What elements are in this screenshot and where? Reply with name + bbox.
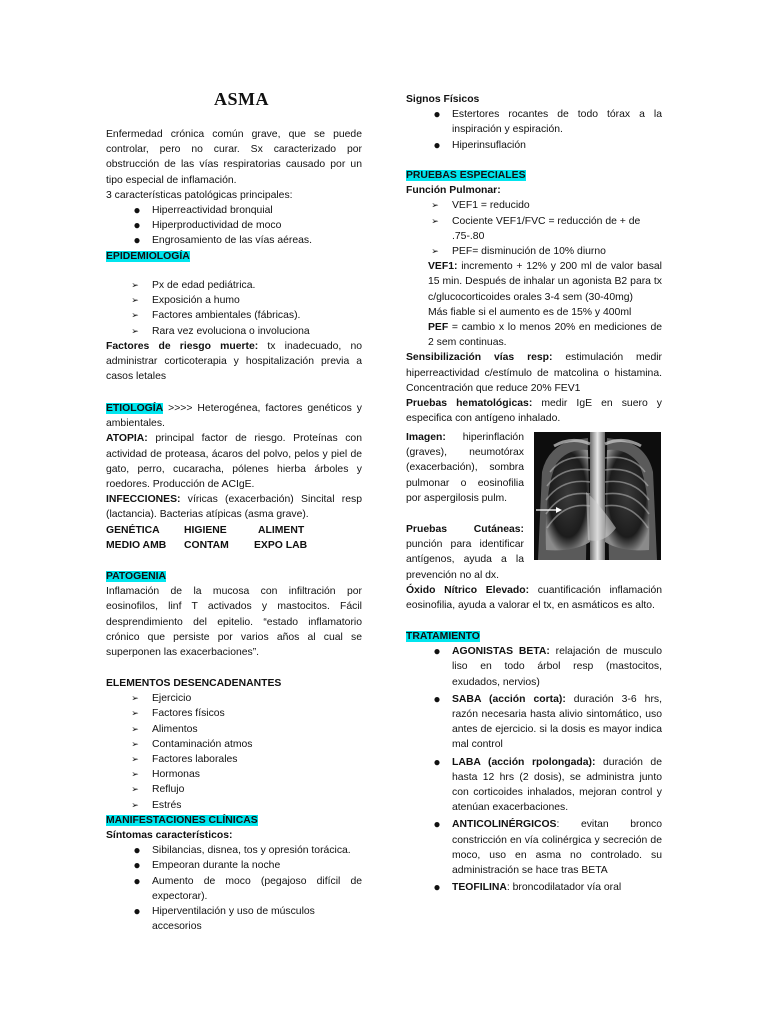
list-item: ● Sibilancias, disnea, tos y opresión torácica. [106, 843, 362, 858]
bullet-icon: ● [433, 880, 441, 895]
list-item: ➢ PEF= disminución de 10% diurno [406, 244, 662, 259]
list-item: ● Empeoran durante la noche [106, 858, 362, 873]
features-intro: 3 características patológicas principales: [106, 189, 293, 201]
intro-section [106, 127, 362, 264]
risk-paragraph: Factores de riesgo muerte: tx inadecuado, no administrar corticoterapia y hospitalización previa a casos letales [106, 340, 362, 383]
list-item: ➢ Hormonas [106, 767, 362, 782]
skin-tests-text: Pruebas Cutáneas: punción para identificar antígenos, ayuda a la prevención no al dx. [406, 524, 524, 581]
intro-text: Enfermedad crónica común grave, que se puede controlar, pero no curar. Sx caracterizado por obstrucción de las vías respiratorias causado por un tipo especial de inflamación. [106, 129, 362, 186]
bullet-icon: ● [433, 817, 441, 832]
section-heading-manifestaciones: MANIFESTACIONES CLÍNICAS [106, 814, 258, 826]
list-item: ➢ Cociente VEF1/FVC = reducción de + de .75-.80 [406, 214, 662, 244]
arrow-bullet-icon: ➢ [431, 200, 439, 211]
list-item: ➢ Rara vez evoluciona o involuciona [106, 324, 362, 339]
arrow-bullet-icon: ➢ [431, 246, 439, 257]
list-item: ● Hiperinsuflación [406, 138, 662, 153]
imaging-text: Imagen: hiperinflación (graves), neumotórax (exacerbación), sombra pulmonar o eosinofilia por aspergilosis pulm. [406, 432, 524, 504]
vef-note: Más fiable si el aumento es de 15% y 400ml [428, 306, 632, 318]
list-item: ➢ Reflujo [106, 782, 362, 797]
arrow-bullet-icon: ➢ [131, 723, 139, 734]
arrow-bullet-icon: ➢ [131, 738, 139, 749]
list-item: ● Hiperproductividad de moco [106, 218, 362, 233]
list-item: ● AGONISTAS BETA: relajación de musculo liso en todo árbol resp (mastocitos, exudados, nervios) [406, 644, 662, 690]
arrow-bullet-icon: ➢ [131, 754, 139, 765]
sensibilization-paragraph: Sensibilización vías resp: estimulación medir hiperreactividad c/estímulo de matcolina o histamina. Concentración que reduce 20% FEV1 [406, 352, 662, 394]
list-item: ● SABA (acción corta): duración 3-6 hrs, razón necesaria hasta alivio sintomático, uso antes de ejercicio. si la dosis es mayor indica mal control [406, 692, 662, 753]
pathogenesis-section [106, 569, 362, 660]
arrow-bullet-icon: ➢ [131, 784, 139, 795]
list-item: ➢ Factores físicos [106, 706, 362, 721]
pulmonary-list [406, 198, 662, 259]
triggers-heading: ELEMENTOS DESENCADENANTES [106, 678, 282, 689]
treatment-list [406, 644, 662, 895]
features-list [106, 203, 362, 249]
vef-paragraph: VEF1: incremento + 12% y 200 ml de valor basal 15 min. Después de inhalar un agonista B2 para tx c/glucocorticoides orales 3-4 sem (30-40mg) [428, 261, 662, 303]
triggers-section [106, 676, 362, 934]
signs-section [406, 92, 662, 153]
list-item: ➢ Exposición a humo [106, 293, 362, 308]
list-item: ➢ VEF1 = reducido [406, 198, 662, 213]
bullet-icon: ● [133, 203, 141, 218]
bullet-icon: ● [133, 904, 141, 919]
bullet-icon: ● [133, 218, 141, 233]
section-heading-pruebas: PRUEBAS ESPECIALES [406, 170, 526, 181]
list-item: ➢ Contaminación atmos [106, 737, 362, 752]
arrow-bullet-icon: ➢ [131, 280, 139, 290]
bullet-icon: ● [133, 843, 141, 858]
factors-grid-row: MEDIO AMB CONTAM EXPO LAB [106, 539, 308, 551]
list-item: ● TEOFILINA: broncodilatador vía oral [406, 880, 662, 895]
atopia-paragraph: ATOPIA: principal factor de riesgo. Proteínas con actividad de proteasa, ácaros del polvo, pelos y piel de gato, perro, cucaracha, pólenes hierba árboles y roedores. Producción de ACIgE. [106, 433, 362, 491]
list-item: ● Estertores rocantes de todo tórax a la inspiración y espiración. [406, 107, 662, 137]
page-title: ASMA [214, 89, 269, 109]
treatment-section [406, 629, 662, 895]
epidemiology-section [106, 278, 362, 384]
list-item: ➢ Alimentos [106, 722, 362, 737]
list-item: ● Hiperventilación y uso de músculos accesorios [106, 904, 362, 934]
nitric-oxide-section: Óxido Nítrico Elevado: cuantificación inflamación eosinofilia, ayuda a valorar el tx, en asmáticos es alto. [406, 585, 662, 612]
bullet-icon: ● [433, 137, 441, 152]
arrow-bullet-icon: ➢ [131, 799, 139, 810]
list-item: ➢ Factores laborales [106, 752, 362, 767]
hematology-paragraph: Pruebas hematológicas: medir IgE en suero y especifica con antígeno inhalado. [406, 398, 662, 425]
bullet-icon: ● [433, 644, 441, 659]
section-heading-epidemiologia: EPIDEMIOLOGÍA [106, 250, 190, 262]
list-item: ● Engrosamiento de las vías aéreas. [106, 233, 362, 248]
symptoms-heading: Síntomas característicos: [106, 830, 233, 842]
list-item: ➢ Ejercicio [106, 691, 362, 706]
bullet-icon: ● [133, 233, 141, 248]
list-item: ● LABA (acción rpolongada): duración de hasta 12 hrs (2 dosis), se administra junto con corticoides inhalados, mejoran control y atenúan exacerbaciones. [406, 755, 662, 816]
arrow-bullet-icon: ➢ [131, 295, 139, 306]
section-heading-tratamiento: TRATAMIENTO [406, 631, 480, 642]
special-tests-section [406, 168, 662, 426]
list-item: ● ANTICOLINÉRGICOS: evitan bronco constricción en vía colinérgica y secreción de moco, uso en asma no controlado. su administración se hace tras BETA [406, 817, 662, 878]
pulmonary-heading: Función Pulmonar: [406, 185, 501, 197]
bullet-icon: ● [433, 754, 441, 769]
infections-paragraph: INFECCIONES: víricas (exacerbación) Sincital resp (lactancia). Bacterias atípicas (asma grave). [106, 494, 362, 521]
bullet-icon: ● [133, 858, 141, 873]
section-heading-patogenia: PATOGENIA [106, 571, 167, 582]
bullet-icon: ● [433, 691, 441, 706]
symptoms-list [106, 843, 362, 934]
pef-paragraph: PEF = cambio x lo menos 20% en mediciones de 2 sem continuas. [428, 322, 662, 349]
list-item: ➢ Estrés [106, 798, 362, 813]
triggers-list [106, 691, 362, 813]
bullet-icon: ● [433, 107, 441, 122]
factors-grid-row: GENÉTICA HIGIENE ALIMENT [106, 524, 305, 536]
epidemiology-list [106, 278, 362, 339]
chest-xray-svg [534, 432, 661, 560]
bullet-icon: ● [133, 873, 141, 888]
list-item: ➢ Px de edad pediátrica. [106, 278, 362, 293]
signs-list [406, 107, 662, 153]
arrow-bullet-icon: ➢ [131, 310, 139, 321]
arrow-bullet-icon: ➢ [431, 215, 439, 226]
list-item: ● Aumento de moco (pegajoso difícil de expectorar). [106, 874, 362, 904]
etiology-paragraph: ETIOLOGÍA >>>> Heterogénea, factores genéticos y ambientales. [106, 403, 362, 430]
list-item: ● Hiperreactividad bronquial [106, 203, 362, 218]
arrow-bullet-icon: ➢ [131, 325, 139, 336]
pathogenesis-text: Inflamación de la mucosa con infiltración por eosinofilos, linf T activados y mastocitos. Fácil desprendimiento del epitelio. “estado inflamatorio crónico que persiste por varios años al cual se superponen las exacerbaciones”. [106, 586, 362, 659]
arrow-bullet-icon: ➢ [131, 769, 139, 780]
list-item: ➢ Factores ambientales (fábricas). [106, 308, 362, 323]
chest-xray-image [534, 432, 661, 560]
etiology-section [106, 401, 362, 553]
section-heading-etiologia: ETIOLOGÍA [106, 403, 164, 414]
arrow-bullet-icon: ➢ [131, 693, 139, 704]
arrow-bullet-icon: ➢ [131, 708, 139, 719]
signs-heading: Signos Físicos [406, 94, 480, 105]
